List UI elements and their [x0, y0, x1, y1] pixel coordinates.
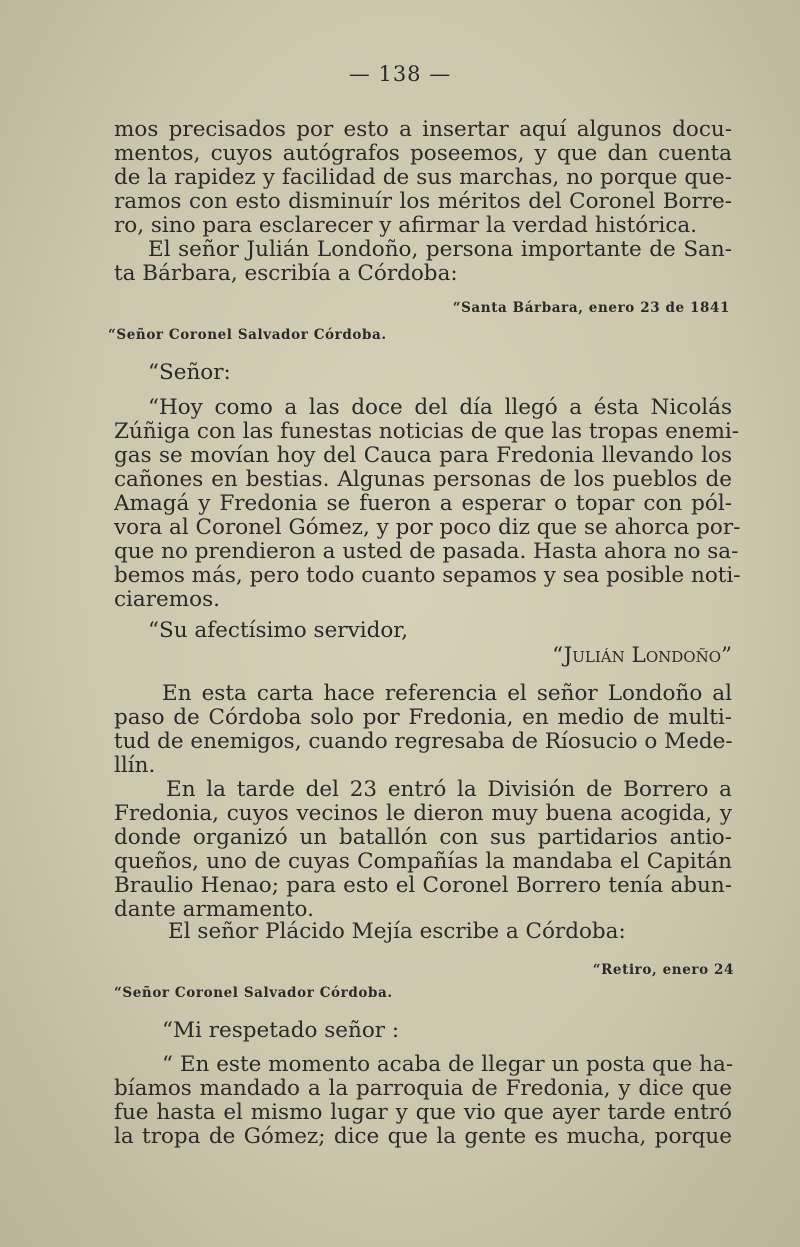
text-line: donde organizó un batallón con sus partidarios antio-	[114, 825, 732, 850]
page-number: — 138 —	[348, 62, 452, 86]
text-line: El señor Julián Londoño, persona importante de San-	[148, 237, 732, 262]
text-line: ta Bárbara, escribía a Córdoba:	[114, 261, 458, 286]
text-line: fue hasta el mismo lugar y que vio que ayer tarde entró	[114, 1100, 732, 1125]
text-line: Fredonia, cuyos vecinos le dieron muy buena acogida, y	[114, 801, 732, 826]
text-line: “Hoy como a las doce del día llegó a ésta Nicolás	[148, 395, 732, 420]
text-line: “ En este momento acaba de llegar un posta que ha-	[162, 1052, 734, 1077]
text-line: En la tarde del 23 entró la División de Borrero a	[166, 777, 732, 802]
letter2-addressee: “Señor Coronel Salvador Córdoba.	[114, 985, 393, 1001]
text-line: cañones en bestias. Algunas personas de los pueblos de	[114, 467, 732, 492]
text-line: Zúñiga con las funestas noticias de que las tropas enemi-	[114, 419, 739, 444]
text-line: dante armamento.	[114, 897, 314, 922]
text-line: ramos con esto disminuír los méritos del Coronel Borre-	[114, 189, 732, 214]
text-line: ciaremos.	[114, 587, 220, 612]
letter1-body	[114, 395, 741, 612]
letter2-dateline: “Retiro, enero 24	[592, 962, 734, 978]
letter2-salutation: “Mi respetado señor :	[162, 1018, 400, 1043]
text-line: llín.	[114, 753, 156, 778]
text-line: En esta carta hace referencia el señor Londoño al	[162, 681, 732, 706]
text-line: mentos, cuyos autógrafos poseemos, y que dan cuenta	[114, 141, 732, 166]
text-line: Amagá y Fredonia se fueron a esperar o topar con pól-	[114, 491, 732, 516]
text-line: ro, sino para esclarecer y afirmar la verdad histórica.	[114, 213, 698, 238]
letter1-addressee: “Señor Coronel Salvador Córdoba.	[108, 327, 387, 343]
text-line: paso de Córdoba solo por Fredonia, en medio de multi-	[114, 705, 732, 730]
letter1-salutation: “Señor:	[148, 360, 231, 385]
letter1-closing: “Su afectísimo servidor,	[148, 618, 409, 643]
text-line: tud de enemigos, cuando regresaba de Ríosucio o Mede-	[114, 729, 733, 754]
paragraph-4	[114, 778, 732, 922]
paragraph-1	[114, 118, 732, 238]
paragraph-2	[114, 238, 732, 286]
text-line: bemos más, pero todo cuanto sepamos y sea posible noti-	[114, 563, 741, 588]
letter2-body	[114, 1053, 732, 1149]
text-line: la tropa de Gómez; dice que la gente es mucha, porque	[114, 1124, 732, 1149]
text-line: vora al Coronel Gómez, y por poco diz que se ahorca por-	[114, 515, 741, 540]
letter1-signature: “Julián Londoño”	[552, 643, 732, 668]
text-line: bíamos mandado a la parroquia de Fredonia, y dice que	[114, 1076, 732, 1101]
text-line: de la rapidez y facilidad de sus marchas, no porque que-	[114, 165, 732, 190]
text-line: gas se movían hoy del Cauca para Fredonia llevando los	[114, 443, 732, 468]
text-line: Braulio Henao; para esto el Coronel Borrero tenía abun-	[114, 873, 732, 898]
text-line: mos precisados por esto a insertar aquí algunos docu-	[114, 117, 732, 142]
text-line: que no prendieron a usted de pasada. Hasta ahora no sa-	[114, 539, 739, 564]
text-line: queños, uno de cuyas Compañías la mandaba el Capitán	[114, 849, 732, 874]
paragraph-3	[114, 682, 732, 778]
letter1-dateline: “Santa Bárbara, enero 23 de 1841	[452, 300, 730, 316]
paragraph-5: El señor Plácido Mejía escribe a Córdoba:	[168, 919, 626, 944]
